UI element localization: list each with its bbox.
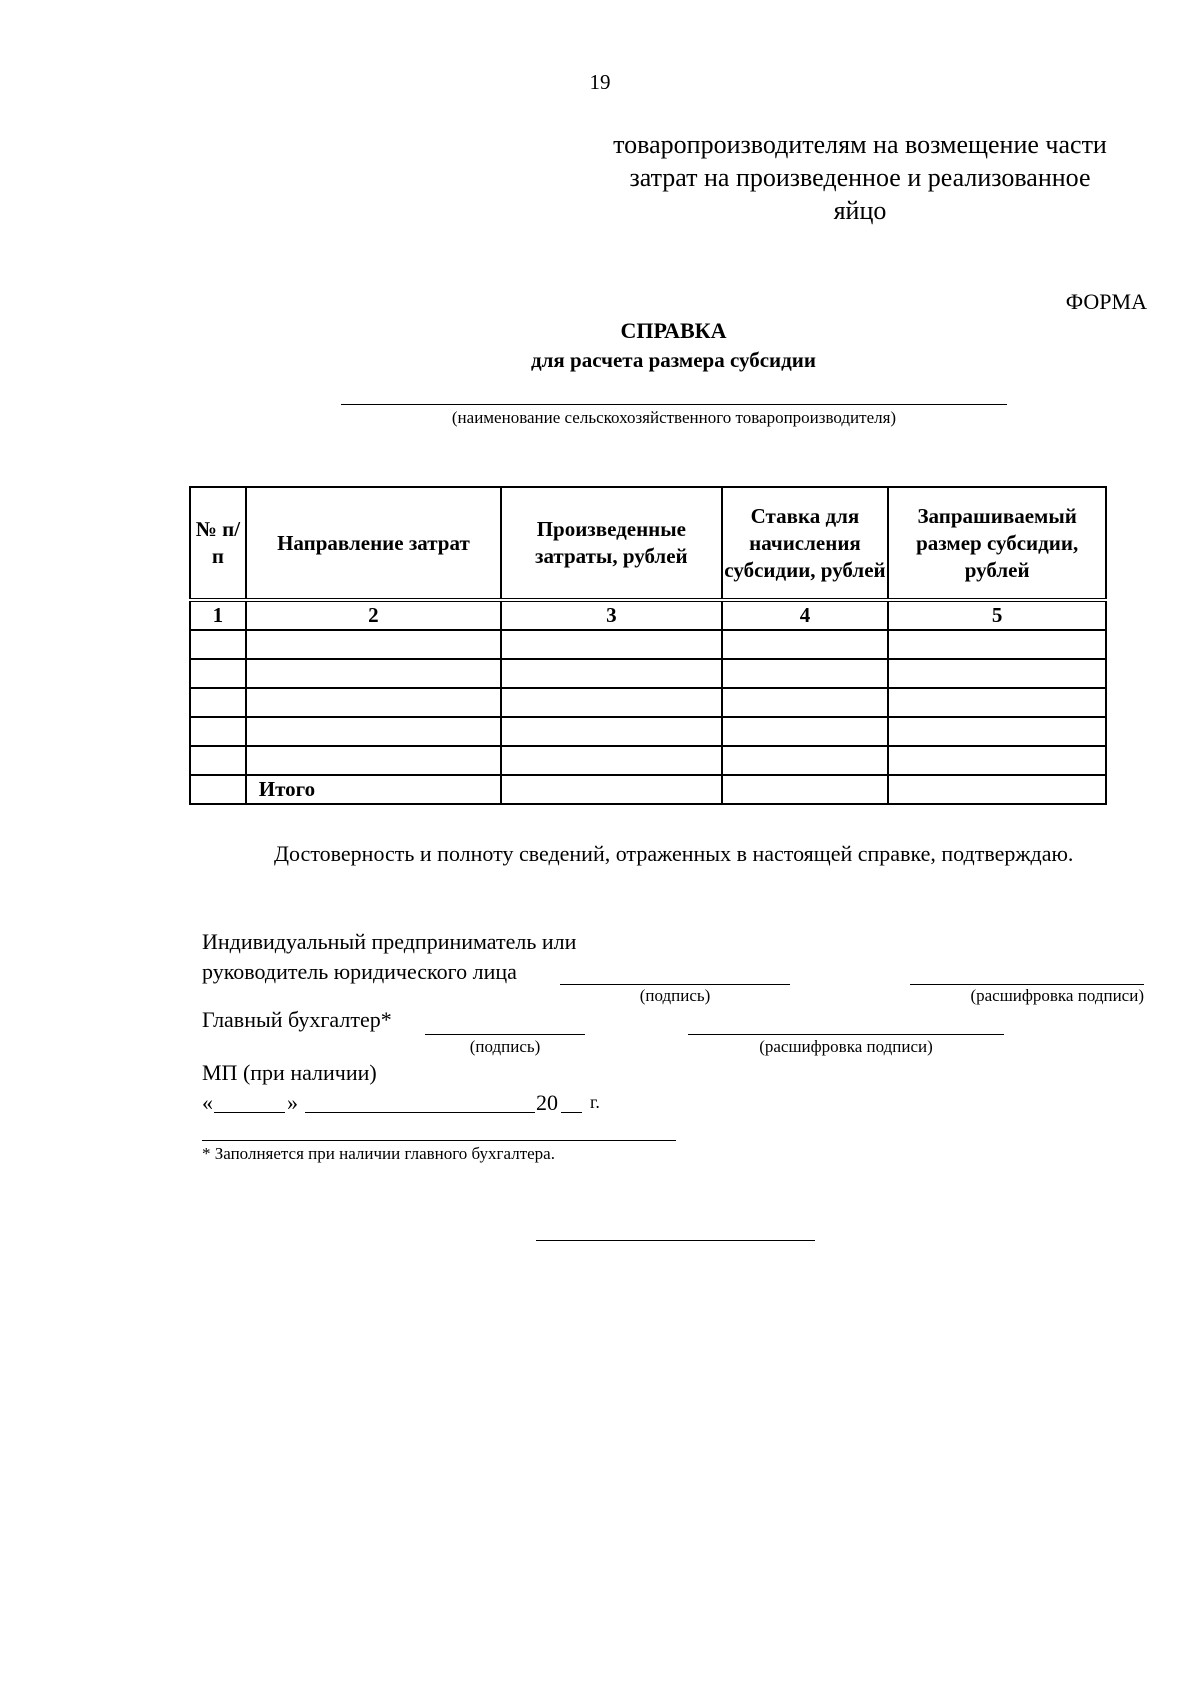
header-block xyxy=(560,128,1160,227)
table-cell[interactable] xyxy=(246,746,501,775)
column-number: 2 xyxy=(246,600,501,630)
head-decoding-caption: (расшифровка подписи) xyxy=(970,986,1144,1005)
total-label: Итого xyxy=(246,775,501,804)
column-number: 4 xyxy=(722,600,889,630)
date-open-quote: « xyxy=(202,1090,213,1115)
accountant-signature-caption: (подпись) xyxy=(469,1037,541,1056)
table-row xyxy=(190,717,1106,746)
header-rate: Ставка для начисления субсидии, рублей xyxy=(722,487,889,600)
head-decoding-field[interactable] xyxy=(910,984,1144,985)
end-divider xyxy=(536,1240,815,1241)
document-title: СПРАВКА xyxy=(620,318,727,343)
seal-label: МП (при наличии) xyxy=(202,1060,377,1085)
accountant-signature-field[interactable] xyxy=(425,1034,585,1035)
accountant-decoding-field[interactable] xyxy=(688,1034,1004,1035)
table-cell[interactable] xyxy=(722,630,889,659)
accountant-decoding-caption: (расшифровка подписи) xyxy=(759,1037,933,1056)
table-cell[interactable] xyxy=(246,688,501,717)
table-cell[interactable] xyxy=(501,630,722,659)
column-number: 3 xyxy=(501,600,722,630)
column-number-row xyxy=(190,600,1106,630)
table-cell[interactable] xyxy=(190,746,246,775)
table-cell[interactable] xyxy=(888,659,1106,688)
total-rate-cell[interactable] xyxy=(722,775,889,804)
header-number: № п/п xyxy=(190,487,246,600)
total-costs-cell[interactable] xyxy=(501,775,722,804)
header-costs: Произведенные затраты, рублей xyxy=(501,487,722,600)
table-cell[interactable] xyxy=(722,659,889,688)
table-cell[interactable] xyxy=(501,746,722,775)
head-signature-field[interactable] xyxy=(560,984,790,985)
date-day-field[interactable] xyxy=(214,1112,285,1113)
table-cell[interactable] xyxy=(888,688,1106,717)
table-cell[interactable] xyxy=(501,717,722,746)
header-direction: Направление затрат xyxy=(246,487,501,600)
document-subtitle: для расчета размера субсидии xyxy=(531,348,816,372)
footnote: * Заполняется при наличии главного бухгалтера. xyxy=(202,1144,555,1163)
table-row xyxy=(190,630,1106,659)
head-label-line2: руководитель юридического лица xyxy=(202,959,517,984)
head-label-line1: Индивидуальный предприниматель или xyxy=(202,929,577,954)
table-cell[interactable] xyxy=(722,717,889,746)
column-number: 5 xyxy=(888,600,1106,630)
head-signature-caption: (подпись) xyxy=(639,986,711,1005)
table-header-row xyxy=(190,487,1106,600)
year-field[interactable] xyxy=(561,1112,582,1113)
footnote-divider xyxy=(202,1140,676,1141)
table-row xyxy=(190,746,1106,775)
year-prefix: 20 xyxy=(536,1090,558,1115)
table-cell[interactable] xyxy=(888,630,1106,659)
column-number: 1 xyxy=(190,600,246,630)
table-cell[interactable] xyxy=(501,659,722,688)
table-cell[interactable] xyxy=(888,746,1106,775)
header-requested: Запрашиваемый размер субсидии, рублей xyxy=(888,487,1106,600)
table-cell[interactable] xyxy=(246,659,501,688)
date-close-quote: » xyxy=(287,1090,298,1115)
table-row xyxy=(190,688,1106,717)
table-cell[interactable] xyxy=(722,688,889,717)
total-row xyxy=(190,775,1106,804)
producer-name-field[interactable] xyxy=(341,404,1007,405)
table-cell[interactable] xyxy=(190,630,246,659)
form-label: ФОРМА xyxy=(1065,289,1147,314)
table-cell[interactable] xyxy=(501,688,722,717)
table-row xyxy=(190,659,1106,688)
table-cell[interactable] xyxy=(246,630,501,659)
table-cell[interactable] xyxy=(722,746,889,775)
accountant-label: Главный бухгалтер* xyxy=(202,1007,392,1032)
subsidy-table xyxy=(189,486,1107,805)
date-month-field[interactable] xyxy=(305,1112,535,1113)
table-cell[interactable] xyxy=(888,717,1106,746)
certification-text: Достоверность и полноту сведений, отраженных в настоящей справке, подтверждаю. xyxy=(274,841,1074,866)
page-number: 19 xyxy=(589,70,611,94)
table-cell[interactable] xyxy=(190,717,246,746)
table-cell[interactable] xyxy=(190,688,246,717)
header-line: яйцо xyxy=(833,196,887,225)
header-line: затрат на произведенное и реализованное xyxy=(629,163,1091,192)
year-suffix: г. xyxy=(590,1092,600,1112)
producer-name-caption: (наименование сельскохозяйственного товаропроизводителя) xyxy=(451,408,897,427)
total-requested-cell[interactable] xyxy=(888,775,1106,804)
table-cell[interactable] xyxy=(190,659,246,688)
table-cell[interactable] xyxy=(190,775,246,804)
header-line: товаропроизводителям на возмещение части xyxy=(613,130,1107,159)
table-cell[interactable] xyxy=(246,717,501,746)
